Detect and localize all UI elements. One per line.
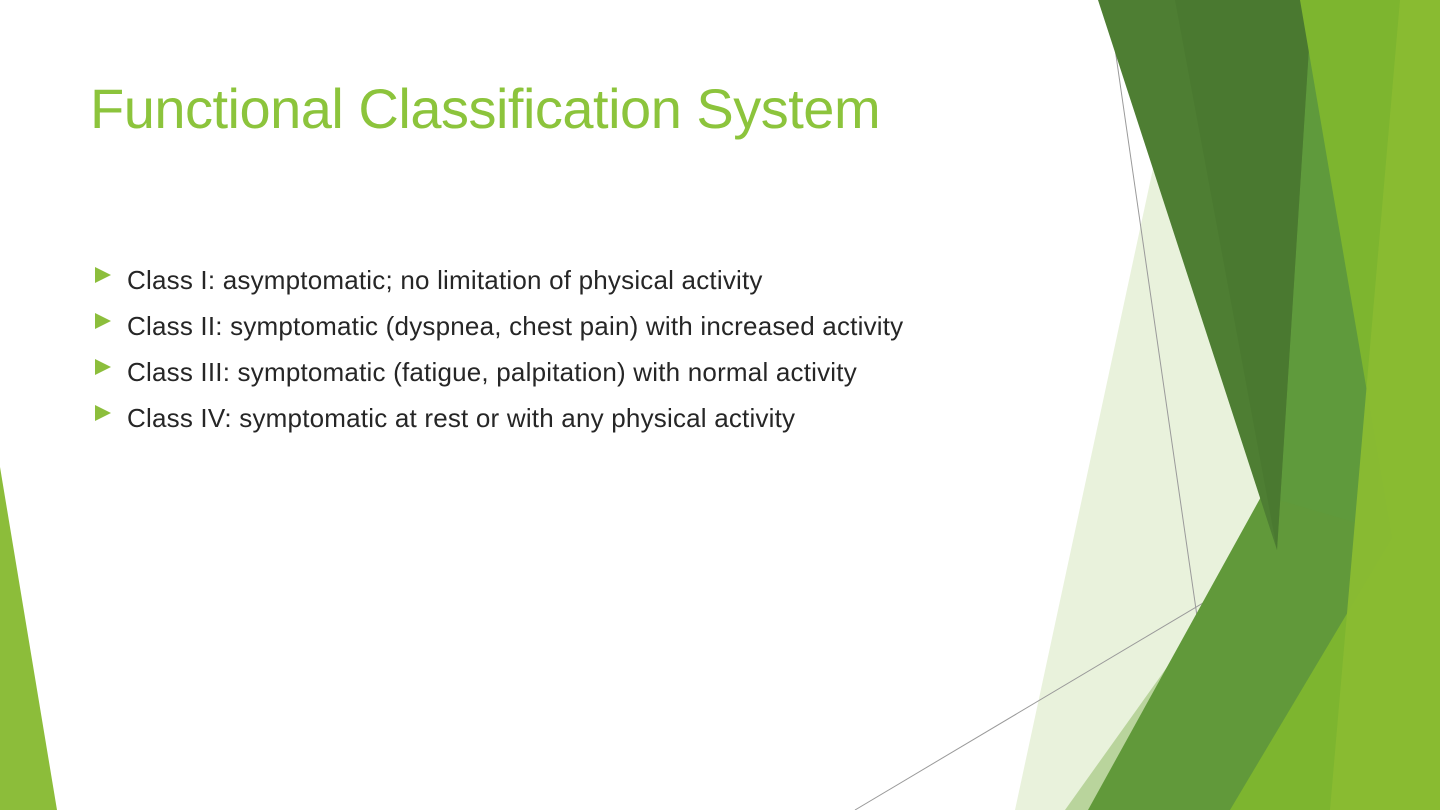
decor-mid-upper-band: [1262, 0, 1392, 538]
list-item: [95, 395, 903, 441]
bullet-triangle-icon: [95, 313, 111, 329]
bullet-triangle-icon: [95, 267, 111, 283]
list-item: [95, 303, 903, 349]
bullet-triangle-icon: [95, 405, 111, 421]
list-item: [95, 257, 903, 303]
decor-brighter-facet: [1330, 0, 1440, 810]
decor-dark-fan-facet: [1175, 0, 1312, 550]
bullet-text: Class II: symptomatic (dyspnea, chest pain) with increased activity: [127, 310, 904, 341]
bullet-text: Class I: asymptomatic; no limitation of physical activity: [127, 264, 763, 295]
decor-light-mid-facet: [1065, 530, 1320, 810]
bullet-text: Class III: symptomatic (fatigue, palpitation) with normal activity: [127, 356, 857, 387]
decor-gray-line-2: [855, 462, 1440, 810]
bullet-text: Class IV: symptomatic at rest or with any physical activity: [127, 402, 796, 433]
bullet-triangle-icon: [95, 359, 111, 375]
slide-title: Functional Classification System: [90, 77, 881, 140]
decor-bottom-left-wedge: [0, 467, 57, 810]
list-item: [95, 349, 903, 395]
bullet-list: [95, 257, 903, 441]
decor-mid-lower-band: [1088, 495, 1398, 810]
decor-bright-green: [1230, 0, 1440, 810]
decor-dark-fan: [1098, 0, 1312, 550]
decor-gray-line-1: [1108, 0, 1225, 810]
decor-pale-wedge: [1015, 150, 1285, 810]
